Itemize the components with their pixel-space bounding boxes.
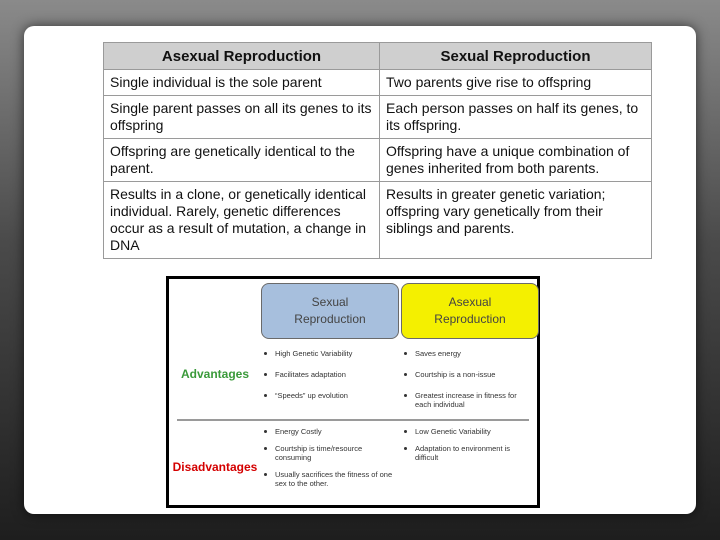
table-cell: Each person passes on half its genes, to its offspring. xyxy=(380,96,652,139)
advantages-disadvantages-chart xyxy=(166,276,540,508)
asexual-advantages-list xyxy=(401,349,535,421)
table-row xyxy=(104,70,652,96)
list-item: Courtship is a non-issue xyxy=(401,370,535,379)
list-item: Low Genetic Variability xyxy=(401,427,535,436)
list-item: “Speeds” up evolution xyxy=(261,391,397,400)
sexual-disadvantages-list xyxy=(261,427,397,496)
sexual-reproduction-header xyxy=(261,283,399,339)
asexual-disadvantages-list xyxy=(401,427,535,470)
table-cell: Results in greater genetic variation; offspring vary genetically from their siblings and parents. xyxy=(380,182,652,259)
list-item: Saves energy xyxy=(401,349,535,358)
list-item: Usually sacrifices the fitness of one sex to the other. xyxy=(261,470,397,488)
disadvantages-label: Disadvantages xyxy=(172,460,258,474)
table-cell: Results in a clone, or genetically identical individual. Rarely, genetic differences occur as a result of mutation, a change in DNA xyxy=(104,182,380,259)
table-cell: Offspring are genetically identical to the parent. xyxy=(104,139,380,182)
header-sexual: Sexual Reproduction xyxy=(380,43,652,70)
table-row xyxy=(104,96,652,139)
advantages-label: Advantages xyxy=(180,367,250,381)
table-cell: Two parents give rise to offspring xyxy=(380,70,652,96)
list-item: Facilitates adaptation xyxy=(261,370,397,379)
asexual-header-label: Asexual Reproduction xyxy=(434,295,506,326)
table-row xyxy=(104,139,652,182)
list-item: Energy Costly xyxy=(261,427,397,436)
header-asexual: Asexual Reproduction xyxy=(104,43,380,70)
sexual-advantages-list xyxy=(261,349,397,412)
table-row xyxy=(104,182,652,259)
asexual-reproduction-header xyxy=(401,283,539,339)
table-cell: Single individual is the sole parent xyxy=(104,70,380,96)
sexual-header-label: Sexual Reproduction xyxy=(294,295,366,326)
comparison-table xyxy=(103,42,652,259)
table-cell: Single parent passes on all its genes to its offspring xyxy=(104,96,380,139)
slide xyxy=(24,26,696,514)
list-item: High Genetic Variability xyxy=(261,349,397,358)
list-item: Greatest increase in fitness for each individual xyxy=(401,391,535,409)
list-item: Courtship is time/resource consuming xyxy=(261,444,397,462)
table-header-row xyxy=(104,43,652,70)
table-cell: Offspring have a unique combination of genes inherited from both parents. xyxy=(380,139,652,182)
list-item: Adaptation to environment is difficult xyxy=(401,444,535,462)
